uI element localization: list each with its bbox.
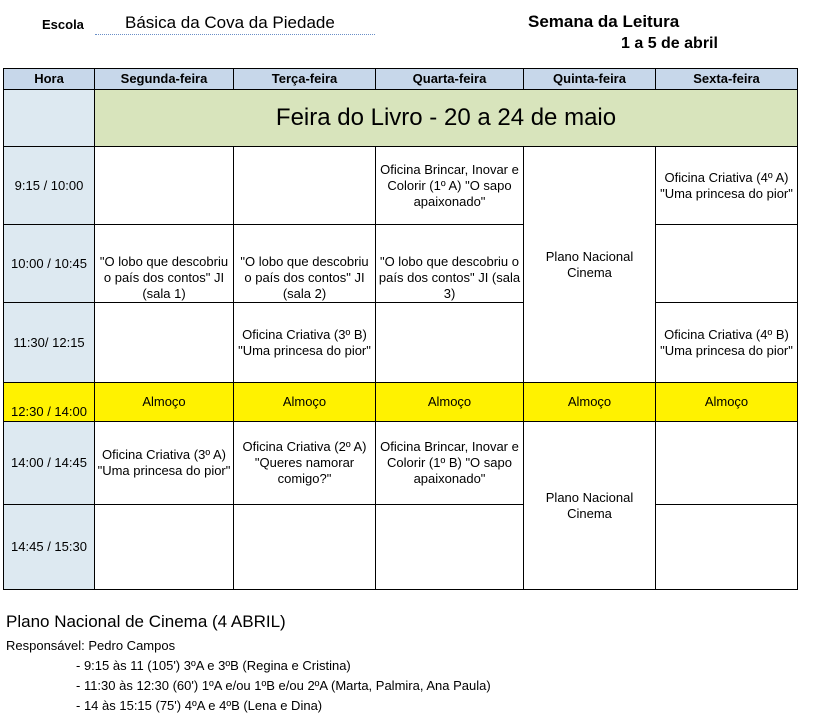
table-row [4,147,798,225]
banner-hour-cell [4,90,95,147]
banner-row [4,90,798,147]
schedule-cell-wednesday [376,303,524,383]
schedule-cell-tuesday: Oficina Criativa (3º B) "Uma princesa do pior" [234,303,376,383]
lunch-cell-monday: Almoço [95,383,234,422]
book-fair-banner: Feira do Livro - 20 a 24 de maio [95,90,798,147]
column-header-monday: Segunda-feira [95,69,234,90]
column-header-tuesday: Terça-feira [234,69,376,90]
schedule-cell-monday [95,147,234,225]
hour-cell: 12:30 / 14:00 [4,383,95,422]
list-item: - 11:30 às 12:30 (60') 1ºA e/ou 1ºB e/ou 2ºA (Marta, Palmira, Ana Paula) [76,678,491,693]
header-row [4,69,798,90]
list-item: - 9:15 às 11 (105') 3ºA e 3ºB (Regina e Cristina) [76,658,351,673]
schedule-cell-friday [656,505,798,590]
schedule-cell-tuesday [234,147,376,225]
hour-cell: 9:15 / 10:00 [4,147,95,225]
column-header-hour: Hora [4,69,95,90]
lunch-row [4,383,798,422]
hour-cell: 14:00 / 14:45 [4,422,95,505]
schedule-cell-monday [95,303,234,383]
week-dates: 1 a 5 de abril [621,35,718,52]
schedule-cell-wednesday: Oficina Brincar, Inovar e Colorir (1º B) "O sapo apaixonado" [376,422,524,505]
schedule-cell-friday [656,225,798,303]
lunch-cell-wednesday: Almoço [376,383,524,422]
table-row [4,225,798,303]
schedule-cell-monday: "O lobo que descobriu o país dos contos" JI (sala 1) [95,225,234,303]
schedule-cell-wednesday [376,505,524,590]
schedule-table [3,68,798,590]
table-row [4,505,798,590]
list-item: - 14 às 15:15 (75') 4ºA e 4ºB (Lena e Dina) [76,698,323,713]
school-name-field[interactable]: Básica da Cova da Piedade [95,11,375,35]
school-label: Escola [42,17,84,32]
column-header-thursday: Quinta-feira [524,69,656,90]
cinema-plan-title: Plano Nacional de Cinema (4 ABRIL) [6,612,286,631]
schedule-cell-thursday-morning: Plano Nacional Cinema [524,147,656,383]
table-row [4,422,798,505]
schedule-cell-tuesday: "O lobo que descobriu o país dos contos" JI (sala 2) [234,225,376,303]
week-title: Semana da Leitura [528,12,680,31]
hour-cell: 10:00 / 10:45 [4,225,95,303]
schedule-cell-monday: Oficina Criativa (3º A) "Uma princesa do pior" [95,422,234,505]
schedule-cell-tuesday [234,505,376,590]
schedule-cell-friday: Oficina Criativa (4º A) "Uma princesa do pior" [656,147,798,225]
schedule-cell-friday: Oficina Criativa (4º B) "Uma princesa do pior" [656,303,798,383]
hour-cell: 14:45 / 15:30 [4,505,95,590]
lunch-cell-thursday: Almoço [524,383,656,422]
table-row [4,303,798,383]
column-header-wednesday: Quarta-feira [376,69,524,90]
schedule-cell-thursday-afternoon: Plano Nacional Cinema [524,422,656,590]
lunch-cell-friday: Almoço [656,383,798,422]
schedule-cell-friday [656,422,798,505]
responsible-line: Responsável: Pedro Campos [6,638,176,653]
schedule-cell-monday [95,505,234,590]
schedule-cell-wednesday: "O lobo que descobriu o país dos contos" JI (sala 3) [376,225,524,303]
column-header-friday: Sexta-feira [656,69,798,90]
lunch-cell-tuesday: Almoço [234,383,376,422]
hour-cell: 11:30/ 12:15 [4,303,95,383]
schedule-cell-wednesday: Oficina Brincar, Inovar e Colorir (1º A) "O sapo apaixonado" [376,147,524,225]
schedule-cell-tuesday: Oficina Criativa (2º A) "Queres namorar comigo?" [234,422,376,505]
